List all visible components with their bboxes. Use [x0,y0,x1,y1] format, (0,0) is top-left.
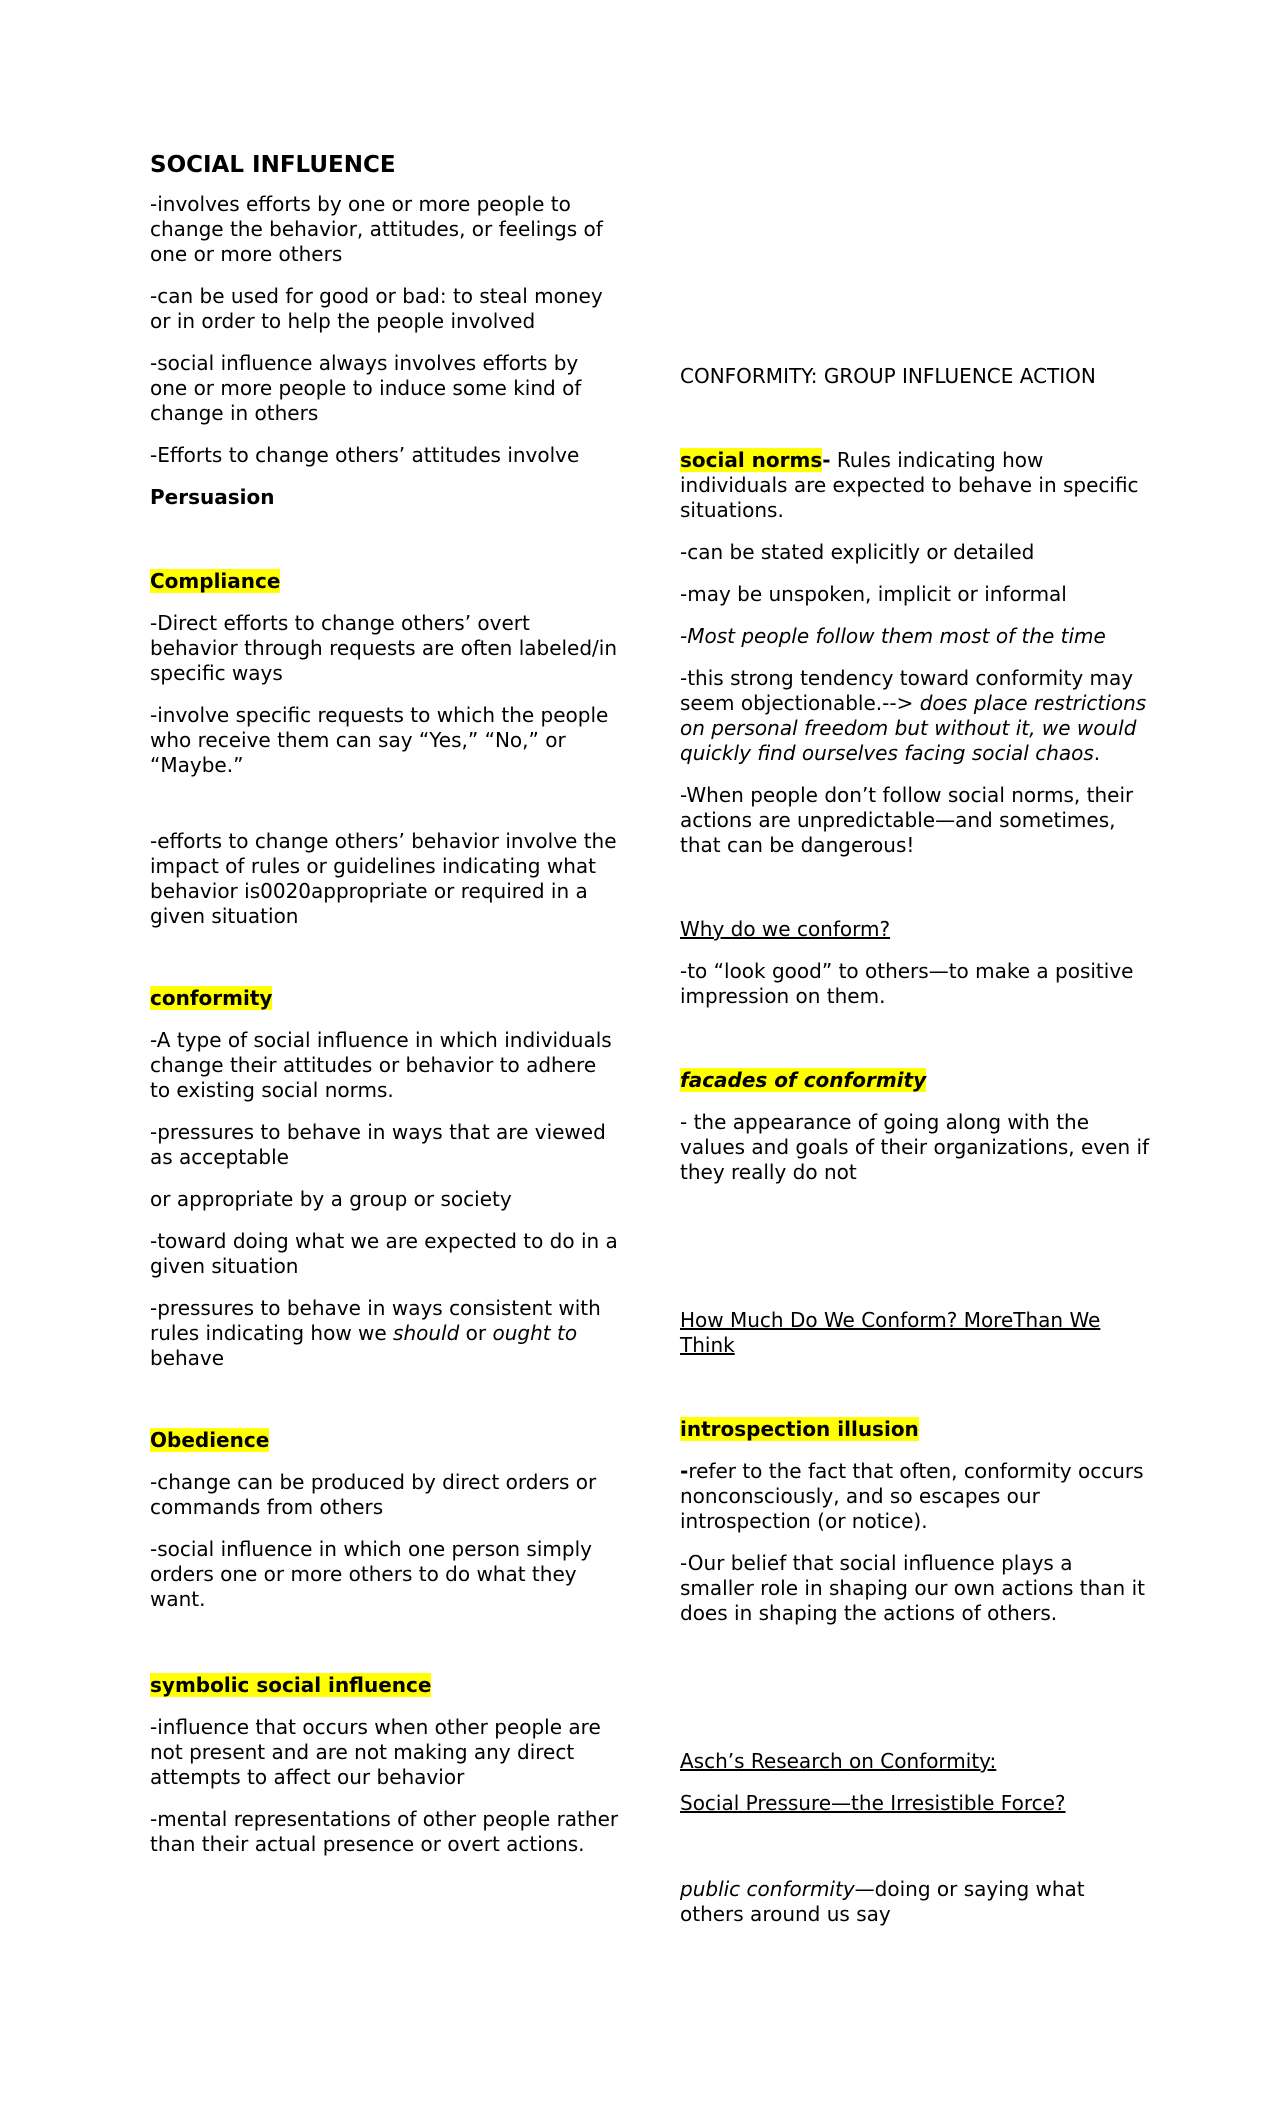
facades-term: facades of conformity [680,1068,927,1092]
why-conform-heading: Why do we conform? [680,917,891,941]
how-much-heading: How Much Do We Conform? MoreThan We Think [680,1308,1101,1357]
conformity-paragraph: or appropriate by a group or society [150,1187,512,1211]
social-norms-term: social norms [680,448,823,472]
or-word: or [459,1321,493,1345]
compliance-paragraph: -involve specific requests to which the people who receive them can say “Yes,” “No,” or “Maybe.” [150,703,609,777]
symbolic-heading [150,1673,620,1698]
conformity-term: conformity [150,986,273,1010]
introspection-term: introspection illusion [680,1417,919,1441]
left-column [150,150,620,1874]
compliance-term: Compliance [150,569,281,593]
public-conformity-term: public conformity [680,1877,855,1901]
obedience-term: Obedience [150,1428,270,1452]
public-conformity-text: —doing or saying what others around us say [680,1877,1085,1926]
introspection-paragraph: -Our belief that social influence plays a smaller role in shaping our own actions than it does in shaping the actions of others. [680,1551,1145,1625]
public-conformity-paragraph [680,1877,1150,1927]
behave-word: behave [150,1346,225,1370]
conformity-paragraph: -A type of social influence in which individuals change their attitudes or behavior to adhere to existing social norms. [150,1028,612,1102]
conformity-paragraph: -toward doing what we are expected to do in a given situation [150,1229,618,1278]
conformity-heading [150,986,620,1011]
right-column [680,364,1150,1944]
intro-paragraph: -Efforts to change others’ attitudes involve [150,443,580,467]
compliance-paragraph: -efforts to change others’ behavior involve the impact of rules or guidelines indicating what behavior is0020appropriate or required in a given situation [150,829,617,928]
should-word: should [393,1321,460,1345]
social-norms-definition [680,448,1150,523]
tendency-period: . [1093,741,1101,765]
compliance-heading [150,569,620,594]
social-norms-paragraph: -When people don’t follow social norms, their actions are unpredictable—and sometimes, that can be dangerous! [680,783,1134,857]
ought-to-word: ought to [492,1321,578,1345]
symbolic-term: symbolic social influence [150,1673,432,1697]
social-norms-dash: - [822,448,831,472]
compliance-paragraph: -Direct efforts to change others’ overt behavior through requests are often labeled/in specific ways [150,611,618,685]
why-conform-paragraph: -to “look good” to others—to make a positive impression on them. [680,959,1134,1008]
symbolic-paragraph: -influence that occurs when other people are not present and are not making any direct attempts to affect our behavior [150,1715,601,1789]
asch-subheading: Social Pressure—the Irresistible Force? [680,1791,1066,1815]
facades-heading [680,1068,1150,1093]
social-norms-paragraph [680,666,1150,766]
tendency-text: -this strong tendency toward conformity may seem objectionable.--> [680,666,1134,715]
introspection-dash: - [680,1459,689,1483]
introspection-heading [680,1417,1150,1442]
intro-paragraph: -involves efforts by one or more people to change the behavior, attitudes, or feelings of one or more others [150,192,603,266]
intro-paragraph: -social influence always involves efforts by one or more people to induce some kind of change in others [150,351,582,425]
social-norms-text: Rules indicating how individuals are expected to behave in specific situations. [680,448,1139,522]
obedience-paragraph: -change can be produced by direct orders or commands from others [150,1470,597,1519]
introspection-paragraph [680,1459,1150,1534]
social-norms-paragraph: -can be stated explicitly or detailed [680,540,1035,564]
symbolic-paragraph: -mental representations of other people rather than their actual presence or overt actions. [150,1807,619,1856]
page-title: SOCIAL INFLUENCE [150,152,396,178]
social-norms-paragraph: -may be unspoken, implicit or informal [680,582,1067,606]
social-norms-paragraph: -Most people follow them most of the time [680,624,1106,648]
tendency-italic-text: does place restrictions on personal freedom but without it, we would quickly find ourselves facing social chaos [680,691,1147,765]
conformity-text: -pressures to behave in ways consistent with rules indicating how we [150,1296,601,1345]
asch-heading: Asch’s Research on Conformity: [680,1749,997,1773]
obedience-paragraph: -social influence in which one person simply orders one or more others to do what they want. [150,1537,592,1611]
conformity-paragraph [150,1296,620,1371]
obedience-heading [150,1428,620,1453]
section-title: CONFORMITY: GROUP INFLUENCE ACTION [680,364,1096,388]
introspection-text: refer to the fact that often, conformity occurs nonconsciously, and so escapes our introspection (or notice). [680,1459,1144,1533]
persuasion-term: Persuasion [150,485,275,509]
facades-paragraph: - the appearance of going along with the values and goals of their organizations, even if they really do not [680,1110,1150,1184]
conformity-paragraph: -pressures to behave in ways that are viewed as acceptable [150,1120,606,1169]
intro-paragraph: -can be used for good or bad: to steal money or in order to help the people involved [150,284,603,333]
